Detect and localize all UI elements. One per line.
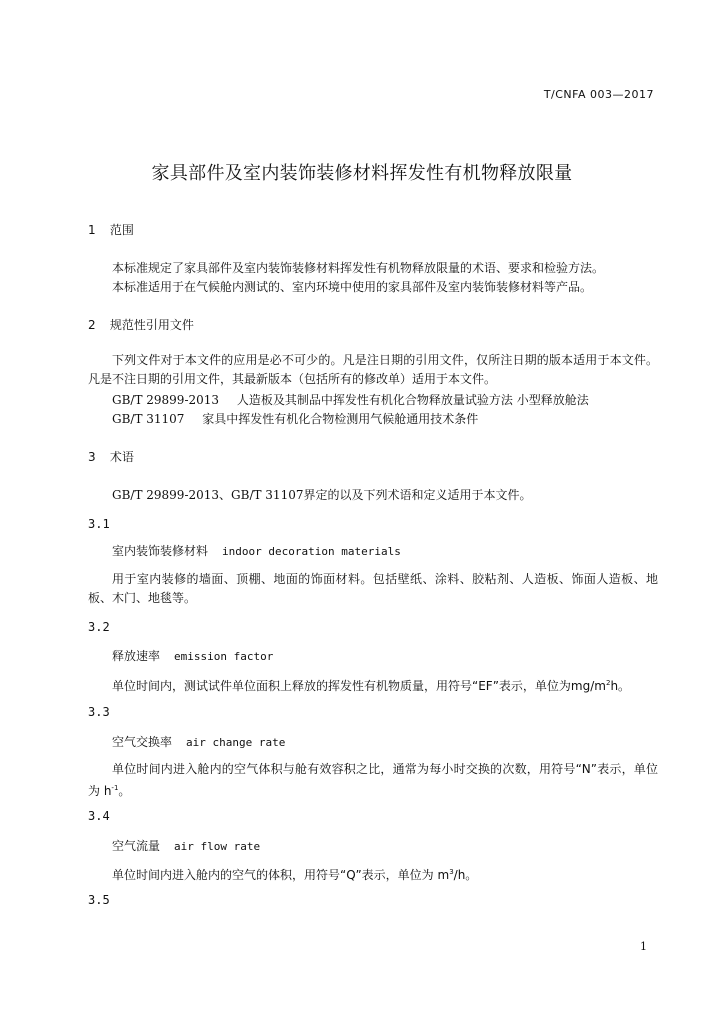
section-number: 2 [88, 318, 96, 332]
term-zh: 释放速率 [112, 649, 161, 663]
reference-code: GB/T 29899-2013 [112, 393, 220, 407]
terms-intro [112, 486, 532, 503]
definition-text: 单位时间内进入舱内的空气体积与舱有效容积之比，通常为每小时交换的次数，用符号“N”表示，单位为 h [88, 762, 658, 798]
section-title: 术语 [109, 450, 134, 464]
section-number: 1 [88, 223, 96, 237]
term-definition [112, 866, 477, 883]
term-zh: 空气流量 [112, 839, 161, 853]
reference-title: 人造板及其制品中挥发性有机化合物释放量试验方法 小型释放舱法 [236, 393, 589, 407]
superscript: 2 [605, 679, 611, 687]
term-number: 3.5 [88, 893, 110, 907]
section-1-heading [88, 221, 134, 238]
page-number: 1 [640, 940, 647, 953]
definition-text: 单位时间内，测试试件单位面积上释放的挥发性有机物质量，用符号“EF”表示，单位为mg/m [112, 679, 606, 693]
term-number: 3.1 [88, 517, 110, 531]
intro-codes: GB/T 29899-2013、GB/T 31107 [112, 488, 304, 502]
term-en: air flow rate [174, 840, 261, 853]
section-2-heading [88, 316, 194, 333]
scope-paragraph-1: 本标准规定了家具部件及室内装饰装修材料挥发性有机物释放限量的术语、要求和检验方法。 [112, 261, 605, 275]
term-zh: 空气交换率 [112, 735, 173, 749]
section-title: 规范性引用文件 [109, 318, 194, 332]
term-definition [112, 677, 630, 694]
term-heading [112, 647, 273, 664]
superscript: 3 [449, 868, 454, 876]
section-title: 范围 [109, 223, 134, 237]
reference-1 [112, 391, 589, 408]
term-definition: 用于室内装修的墙面、顶棚、地面的饰面材料。包括壁纸、涂料、胶粘剂、人造板、饰面人造板、地板、木门、地毯等。 [88, 572, 658, 605]
definition-text: /h。 [453, 868, 478, 882]
section-3-heading [88, 448, 134, 465]
reference-2 [112, 410, 478, 427]
term-en: indoor decoration materials [222, 545, 401, 558]
term-en: emission factor [174, 650, 274, 663]
reference-code: GB/T 31107 [112, 412, 185, 426]
scope-paragraph-2: 本标准适用于在气候舱内测试的、室内环境中使用的家具部件及室内装饰装修材料等产品。 [112, 280, 593, 294]
term-heading [112, 837, 260, 854]
standard-number: T/CNFA 003—2017 [543, 88, 654, 101]
term-heading [112, 733, 285, 750]
term-definition [88, 760, 658, 801]
normative-intro-paragraph: 下列文件对于本文件的应用是必不可少的。凡是注日期的引用文件，仅所注日期的版本适用于本文件。凡是不注日期的引用文件，其最新版本（包括所有的修改单）适用于本文件。 [88, 353, 658, 386]
term-heading [112, 542, 401, 559]
term-number: 3.4 [88, 809, 110, 823]
definition-text: 。 [118, 784, 131, 798]
term-zh: 室内装饰装修材料 [112, 544, 209, 558]
superscript: -1 [111, 784, 119, 792]
term-en: air change rate [186, 736, 286, 749]
intro-text: 界定的以及下列术语和定义适用于本文件。 [303, 488, 532, 502]
term-number: 3.3 [88, 705, 110, 719]
definition-text: h。 [610, 679, 631, 693]
reference-title: 家具中挥发性有机化合物检测用气候舱通用技术条件 [202, 412, 479, 426]
document-title: 家具部件及室内装饰装修材料挥发性有机物释放限量 [151, 163, 573, 184]
term-number: 3.2 [88, 620, 110, 634]
definition-text: 单位时间内进入舱内的空气的体积，用符号“Q”表示，单位为 m [112, 868, 450, 882]
section-number: 3 [88, 450, 96, 464]
